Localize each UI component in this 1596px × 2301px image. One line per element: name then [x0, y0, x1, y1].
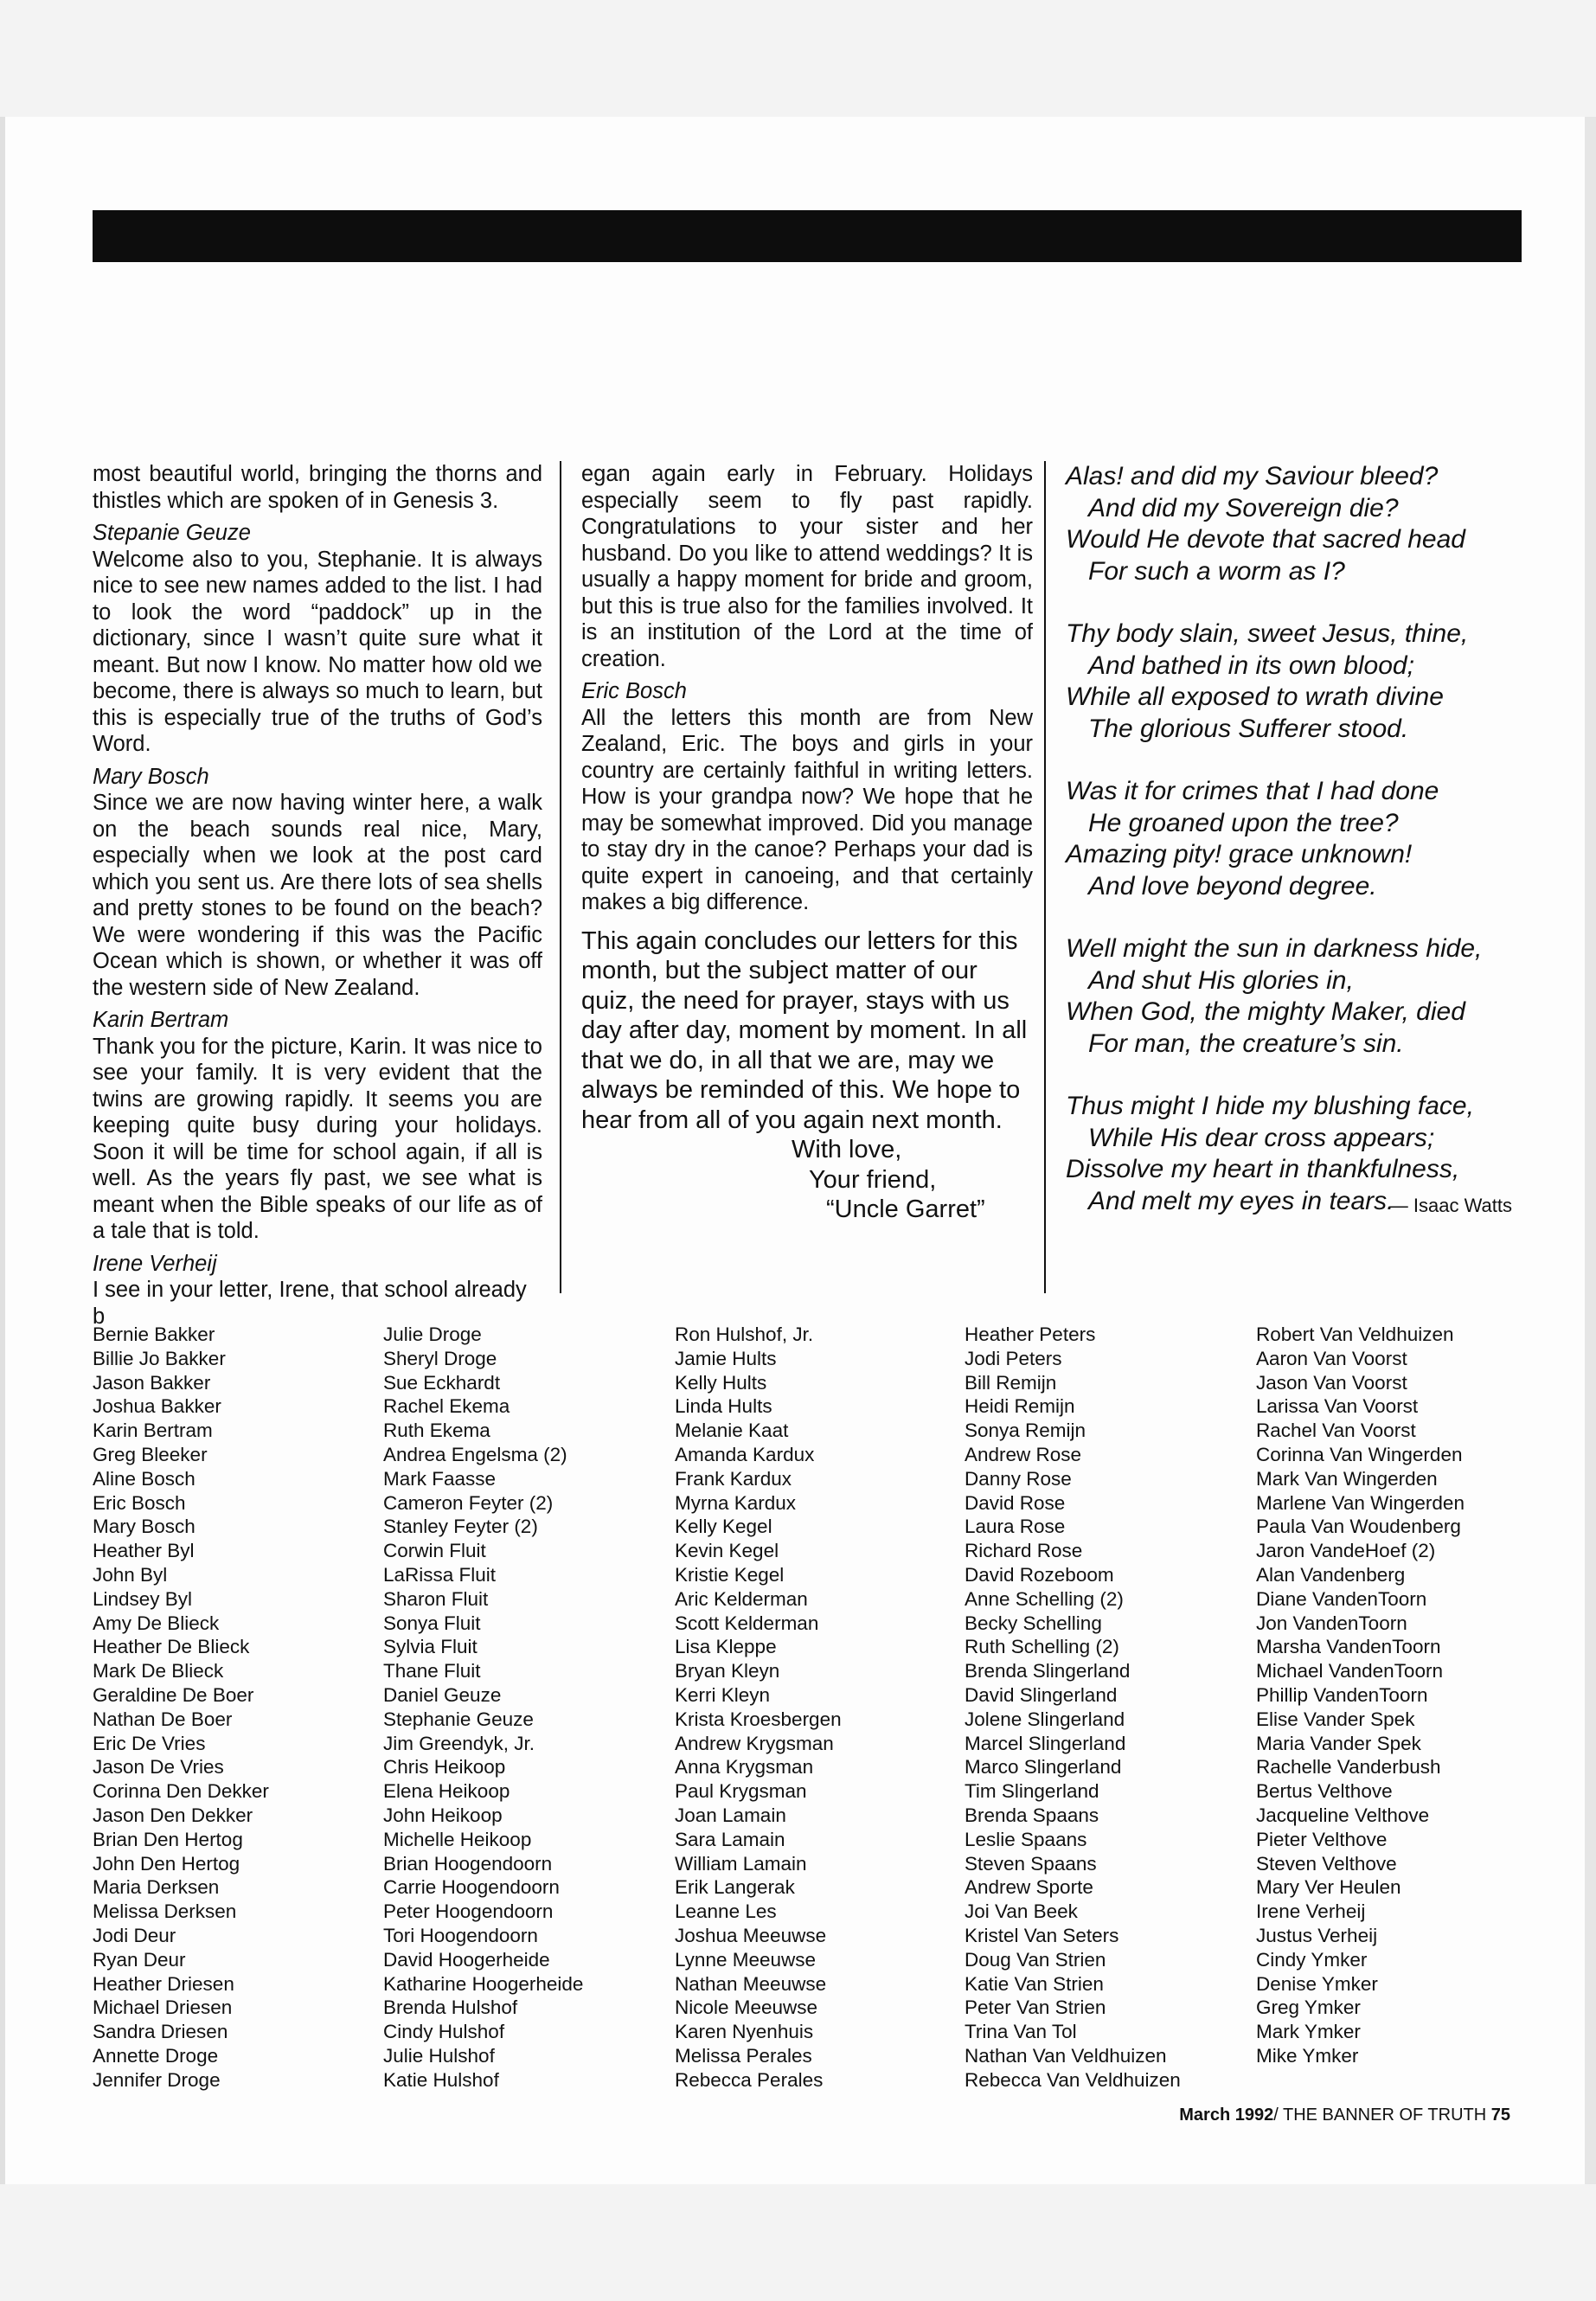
name-list-item: Bernie Bakker: [93, 1324, 215, 1345]
name-list-item: Jim Greendyk, Jr.: [383, 1732, 535, 1754]
name-list-item: Cindy Hulshof: [383, 2021, 505, 2043]
name-list-item: Heidi Remijn: [965, 1395, 1075, 1418]
name-list-item: Mike Ymker: [1256, 2044, 1359, 2067]
name-list-item: Joshua Bakker: [93, 1395, 221, 1418]
footer-publication: / THE BANNER OF TRUTH: [1273, 2106, 1487, 2125]
name-list-item: Aric Kelderman: [675, 1587, 808, 1610]
name-list-item: Rachelle Vanderbush: [1256, 1756, 1441, 1779]
name-list-item: Bill Remijn: [965, 1371, 1057, 1394]
name-list-item: Sonya Remijn: [965, 1420, 1086, 1442]
poem-line: For man, the creature’s sin.: [1088, 1029, 1404, 1058]
name-list-item: Brian Hoogendoorn: [383, 1852, 553, 1875]
name-list-item: Peter Hoogendoorn: [383, 1900, 554, 1923]
poem-line: The glorious Sufferer stood.: [1088, 714, 1409, 743]
name-list-item: Carrie Hoogendoorn: [383, 1876, 560, 1899]
name-list-item: Eric Bosch: [93, 1491, 186, 1514]
hymn-poem: [1066, 461, 1516, 1217]
name-list-item: Jaron VandeHoef (2): [1256, 1540, 1436, 1562]
name-list-item: Melissa Perales: [675, 2044, 812, 2067]
name-list-item: Katie Van Strien: [965, 1972, 1104, 1995]
poem-line: For such a worm as I?: [1088, 556, 1345, 586]
name-list-item: Myrna Kardux: [675, 1491, 797, 1514]
name-list-item: Nathan De Boer: [93, 1708, 233, 1730]
signoff-line: Your friend,: [809, 1165, 937, 1194]
column-divider: [560, 461, 561, 1293]
name-list-item: Leslie Spaans: [965, 1828, 1087, 1850]
name-list-item: Michael Driesen: [93, 1997, 233, 2019]
name-list-item: Heather De Blieck: [93, 1636, 250, 1658]
name-list-item: Melanie Kaat: [675, 1420, 789, 1442]
name-list-item: Amanda Kardux: [675, 1443, 815, 1465]
header-bar: [93, 210, 1522, 262]
poem-line: Well might the sun in darkness hide,: [1066, 934, 1483, 963]
poem-line: While all exposed to wrath divine: [1066, 683, 1444, 711]
name-list-item: Becky Schelling: [965, 1612, 1102, 1634]
name-list-item: Michael VandenToorn: [1256, 1660, 1443, 1682]
name-list-item: Krista Kroesbergen: [675, 1708, 842, 1730]
poem-line: Was it for crimes that I had done: [1066, 777, 1439, 805]
name-list-item: Joshua Meeuwse: [675, 1924, 827, 1946]
page-footer: [1168, 2105, 1510, 2125]
name-list-item: Bryan Kleyn: [675, 1660, 780, 1682]
name-list-item: Steven Spaans: [965, 1852, 1097, 1875]
name-list-item: Greg Bleeker: [93, 1443, 208, 1465]
poem-stanza: [1066, 461, 1516, 587]
name-list-item: Mary Ver Heulen: [1256, 1876, 1401, 1899]
poem-line: Would He devote that sacred head: [1066, 525, 1465, 554]
name-list-item: Julie Droge: [383, 1324, 482, 1345]
signoff-line: “Uncle Garret”: [826, 1195, 985, 1223]
name-list-item: Kelly Kegel: [675, 1516, 772, 1538]
name-list-item: Kelly Hults: [675, 1371, 767, 1394]
name-list-item: Jason De Vries: [93, 1756, 224, 1779]
name-list-item: David Rozeboom: [965, 1563, 1114, 1586]
name-list-item: Sue Eckhardt: [383, 1371, 501, 1394]
name-list-item: Anne Schelling (2): [965, 1587, 1124, 1610]
name-list-item: Stanley Feyter (2): [383, 1516, 538, 1538]
name-list-item: Stephanie Geuze: [383, 1708, 534, 1730]
name-list-item: LaRissa Fluit: [383, 1563, 497, 1586]
name-list-item: Peter Van Strien: [965, 1997, 1106, 2019]
name-list-item: Heather Byl: [93, 1540, 195, 1562]
name-list-item: Mark Faasse: [383, 1467, 497, 1490]
name-list-item: Cindy Ymker: [1256, 1948, 1368, 1971]
name-list-item: Sandra Driesen: [93, 2021, 228, 2043]
name-list-item: Mary Bosch: [93, 1516, 195, 1538]
name-list-item: Brenda Slingerland: [965, 1660, 1131, 1682]
signoff-line: With love,: [792, 1136, 902, 1163]
footer-date: March 1992: [1179, 2106, 1274, 2125]
poem-line: And did my Sovereign die?: [1088, 493, 1399, 522]
name-list-item: Andrew Sporte: [965, 1876, 1093, 1899]
continued-paragraph: egan again early in February. Holidays especially seem to fly past rapidly. Congratulations to your sister and her husband. Do you like to attend weddings? It is usually a happy moment for bride and groom, but this is true also for the families involved. It is an institution of the Lord at the time of creation.: [581, 462, 1033, 671]
scan-bottom-margin: [0, 2184, 1596, 2301]
closing-paragraph: This again concludes our letters for this month, but the subject matter of our quiz, the need for prayer, stays with us day after day, moment by moment. In all that we do, in all that we are, may we always be reminded of this. We hope to hear from all of you again next month.: [581, 926, 1028, 1134]
letter-recipient-name: Stepanie Geuze: [93, 521, 251, 545]
name-list-item: Kristie Kegel: [675, 1563, 785, 1586]
poem-line: He groaned upon the tree?: [1088, 808, 1399, 837]
name-list-item: Elena Heikoop: [383, 1780, 510, 1803]
scan-right-edge: [1585, 117, 1596, 2184]
letter-recipient-name: Eric Bosch: [581, 679, 687, 703]
letter-reply: All the letters this month are from New Zealand, Eric. The boys and girls in your country are certainly faithful in writing letters. How is your grandpa now? We hope that he may be somewhat improved. Did you manage to stay dry in the canoe? Perhaps your dad is quite expert in canoeing, and that certainly makes a big difference.: [581, 705, 1033, 914]
name-list-item: Jennifer Droge: [93, 2068, 221, 2091]
letters-column-2: [581, 461, 1033, 1225]
name-list-item: Ruth Ekema: [383, 1420, 490, 1442]
name-list-item: Andrea Engelsma (2): [383, 1443, 567, 1465]
name-list-item: Thane Fluit: [383, 1660, 481, 1682]
name-list-item: Daniel Geuze: [383, 1683, 502, 1706]
name-list-item: Kerri Kleyn: [675, 1683, 771, 1706]
name-list-item: Marsha VandenToorn: [1256, 1636, 1441, 1658]
continued-paragraph: most beautiful world, bringing the thorns and thistles which are spoken of in Genesis 3.: [93, 462, 542, 513]
name-list-item: Sheryl Droge: [383, 1347, 497, 1369]
name-list-item: Corinna Van Wingerden: [1256, 1443, 1463, 1465]
name-list-item: Alan Vandenberg: [1256, 1563, 1406, 1586]
name-list-item: Danny Rose: [965, 1467, 1072, 1490]
name-list-item: Brenda Spaans: [965, 1804, 1099, 1826]
letter-reply: Since we are now having winter here, a walk on the beach sounds real nice, Mary, especially when we look at the post card which you sent us. Are there lots of sea shells and pretty stones to be found on the beach? We were wondering if this was the Pacific Ocean which is shown, or whether it was off the western side of New Zealand.: [93, 791, 542, 1000]
poem-stanza: [1066, 776, 1516, 902]
signoff: [581, 1135, 1033, 1225]
name-list-item: Steven Velthove: [1256, 1852, 1397, 1875]
letter-recipient-name: Mary Bosch: [93, 764, 209, 789]
name-list-item: Jon VandenToorn: [1256, 1612, 1407, 1634]
name-list-item: Annette Droge: [93, 2044, 219, 2067]
name-list-item: Nathan Van Veldhuizen: [965, 2044, 1167, 2067]
names-list-4: [965, 1323, 1181, 2093]
name-list-item: Amy De Blieck: [93, 1612, 220, 1634]
poem-line: Amazing pity! grace unknown!: [1066, 840, 1413, 868]
name-list-item: Jodi Peters: [965, 1347, 1062, 1369]
letter-recipient-name: Irene Verheij: [93, 1251, 217, 1276]
name-list-item: Justus Verheij: [1256, 1924, 1378, 1946]
name-list-item: Ron Hulshof, Jr.: [675, 1324, 814, 1345]
name-list-item: Marlene Van Wingerden: [1256, 1491, 1465, 1514]
name-list-item: Julie Hulshof: [383, 2044, 495, 2067]
letters-column-1: [93, 461, 542, 1330]
column-divider: [1044, 461, 1046, 1293]
name-list-item: Corinna Den Dekker: [93, 1780, 269, 1803]
names-list-2: [383, 1323, 583, 2093]
name-list-item: Sonya Fluit: [383, 1612, 481, 1634]
name-list-item: Jodi Deur: [93, 1924, 176, 1946]
name-list-item: Geraldine De Boer: [93, 1683, 254, 1706]
name-list-item: David Rose: [965, 1491, 1066, 1514]
name-list-item: Ryan Deur: [93, 1948, 186, 1971]
name-list-item: Diane VandenToorn: [1256, 1587, 1427, 1610]
name-list-item: Paula Van Woudenberg: [1256, 1516, 1461, 1538]
name-list-item: Nicole Meeuwse: [675, 1997, 818, 2019]
poem-line: Thy body slain, sweet Jesus, thine,: [1066, 619, 1469, 648]
name-list-item: Rebecca Van Veldhuizen: [965, 2068, 1181, 2091]
poem-stanza: [1066, 619, 1516, 745]
name-list-item: Irene Verheij: [1256, 1900, 1366, 1923]
name-list-item: Leanne Les: [675, 1900, 777, 1923]
name-list-item: William Lamain: [675, 1852, 807, 1875]
name-list-item: Frank Kardux: [675, 1467, 792, 1490]
name-list-item: Karin Bertram: [93, 1420, 213, 1442]
name-list-item: Richard Rose: [965, 1540, 1083, 1562]
name-list-item: Rachel Van Voorst: [1256, 1420, 1416, 1442]
name-list-item: Maria Vander Spek: [1256, 1732, 1421, 1754]
name-list-item: Rachel Ekema: [383, 1395, 510, 1418]
name-list-item: Melissa Derksen: [93, 1900, 237, 1923]
name-list-item: Lisa Kleppe: [675, 1636, 777, 1658]
scan-top-margin: [0, 0, 1596, 117]
name-list-item: Chris Heikoop: [383, 1756, 506, 1779]
name-list-item: Andrew Rose: [965, 1443, 1082, 1465]
name-list-item: Tim Slingerland: [965, 1780, 1099, 1803]
names-list-5: [1256, 1323, 1465, 2068]
name-list-item: Pieter Velthove: [1256, 1828, 1388, 1850]
name-list-item: Phillip VandenToorn: [1256, 1683, 1428, 1706]
name-list-item: Lynne Meeuwse: [675, 1948, 817, 1971]
names-list-3: [675, 1323, 842, 2093]
name-list-item: Linda Hults: [675, 1395, 772, 1418]
name-list-item: Heather Peters: [965, 1324, 1096, 1345]
name-list-item: Aline Bosch: [93, 1467, 195, 1490]
name-list-item: Jason Van Voorst: [1256, 1371, 1407, 1394]
name-list-item: Greg Ymker: [1256, 1997, 1361, 2019]
poem-line: And bathed in its own blood;: [1088, 651, 1414, 680]
name-list-item: Aaron Van Voorst: [1256, 1347, 1407, 1369]
name-list-item: Jolene Slingerland: [965, 1708, 1125, 1730]
name-list-item: Kevin Kegel: [675, 1540, 779, 1562]
name-list-item: Karen Nyenhuis: [675, 2021, 814, 2043]
name-list-item: Denise Ymker: [1256, 1972, 1378, 1995]
name-list-item: Cameron Feyter (2): [383, 1491, 554, 1514]
names-list-1: [93, 1323, 269, 2093]
name-list-item: Sharon Fluit: [383, 1587, 489, 1610]
letter-reply: I see in your letter, Irene, that school already b: [93, 1278, 527, 1329]
name-list-item: John Heikoop: [383, 1804, 503, 1826]
name-list-item: Scott Kelderman: [675, 1612, 819, 1634]
name-list-item: Elise Vander Spek: [1256, 1708, 1415, 1730]
name-list-item: Mark De Blieck: [93, 1660, 224, 1682]
name-list-item: Jacqueline Velthove: [1256, 1804, 1430, 1826]
name-list-item: David Hoogerheide: [383, 1948, 550, 1971]
name-list-item: John Den Hertog: [93, 1852, 240, 1875]
poem-line: Dissolve my heart in thankfulness,: [1066, 1155, 1460, 1183]
poem-line: Thus might I hide my blushing face,: [1066, 1092, 1474, 1120]
name-list-item: John Byl: [93, 1563, 168, 1586]
poem-line: And melt my eyes in tears.: [1088, 1186, 1394, 1215]
letter-reply: Thank you for the picture, Karin. It was nice to see your family. It is very evident that the twins are growing rapidly. It seems you are keeping quite busy during your holidays. Soon it will be time for school again, if all is well. As the years fly past, we see what is meant when the Bible speaks of our life as of a tale that is told.: [93, 1034, 542, 1243]
name-list-item: Laura Rose: [965, 1516, 1066, 1538]
name-list-item: Brenda Hulshof: [383, 1997, 518, 2019]
poem-attribution: — Isaac Watts: [1388, 1195, 1512, 1216]
name-list-item: Katharine Hoogerheide: [383, 1972, 584, 1995]
poem-line: When God, the mighty Maker, died: [1066, 997, 1465, 1026]
name-list-item: Jamie Hults: [675, 1347, 777, 1369]
name-list-item: Andrew Krygsman: [675, 1732, 834, 1754]
name-list-item: Ruth Schelling (2): [965, 1636, 1119, 1658]
poem-line: Alas! and did my Saviour bleed?: [1066, 462, 1439, 490]
name-list-item: Jason Bakker: [93, 1371, 211, 1394]
poem-line: And love beyond degree.: [1088, 871, 1377, 901]
name-list-item: Joi Van Beek: [965, 1900, 1078, 1923]
poem-stanza: [1066, 933, 1516, 1060]
scan-left-edge: [0, 0, 5, 2301]
name-list-item: Nathan Meeuwse: [675, 1972, 827, 1995]
name-list-item: Billie Jo Bakker: [93, 1347, 226, 1369]
name-list-item: Trina Van Tol: [965, 2021, 1077, 2043]
name-list-item: Lindsey Byl: [93, 1587, 193, 1610]
name-list-item: Anna Krygsman: [675, 1756, 814, 1779]
name-list-item: Larissa Van Voorst: [1256, 1395, 1419, 1418]
page-number: 75: [1490, 2106, 1510, 2125]
name-list-item: Rebecca Perales: [675, 2068, 824, 2091]
letter-recipient-name: Karin Bertram: [93, 1008, 229, 1032]
name-list-item: Mark Ymker: [1256, 2021, 1361, 2043]
name-list-item: Katie Hulshof: [383, 2068, 499, 2091]
name-list-item: Tori Hoogendoorn: [383, 1924, 538, 1946]
name-list-item: Doug Van Strien: [965, 1948, 1106, 1971]
name-list-item: Sylvia Fluit: [383, 1636, 478, 1658]
name-list-item: Paul Krygsman: [675, 1780, 807, 1803]
poem-line: While His dear cross appears;: [1088, 1123, 1435, 1152]
name-list-item: Bertus Velthove: [1256, 1780, 1393, 1803]
letter-reply: Welcome also to you, Stephanie. It is always nice to see new names added to the list. I had to look the word “paddock” up in the dictionary, since I wasn’t quite sure what it meant. But now I know. No matter how old we become, there is always so much to learn, but this is especially true of the truths of God’s Word.: [93, 547, 542, 756]
name-list-item: Mark Van Wingerden: [1256, 1467, 1438, 1490]
name-list-item: Brian Den Hertog: [93, 1828, 243, 1850]
name-list-item: Erik Langerak: [675, 1876, 795, 1899]
name-list-item: Kristel Van Seters: [965, 1924, 1119, 1946]
name-list-item: Jason Den Dekker: [93, 1804, 253, 1826]
poem-line: And shut His glories in,: [1088, 965, 1354, 995]
name-list-item: Joan Lamain: [675, 1804, 786, 1826]
name-list-item: Robert Van Veldhuizen: [1256, 1324, 1454, 1345]
name-list-item: David Slingerland: [965, 1683, 1118, 1706]
name-list-item: Heather Driesen: [93, 1972, 234, 1995]
name-list-item: Marcel Slingerland: [965, 1732, 1126, 1754]
name-list-item: Eric De Vries: [93, 1732, 206, 1754]
name-list-item: Sara Lamain: [675, 1828, 785, 1850]
name-list-item: Marco Slingerland: [965, 1756, 1122, 1779]
name-list-item: Maria Derksen: [93, 1876, 220, 1899]
name-list-item: Corwin Fluit: [383, 1540, 486, 1562]
name-list-item: Michelle Heikoop: [383, 1828, 532, 1850]
